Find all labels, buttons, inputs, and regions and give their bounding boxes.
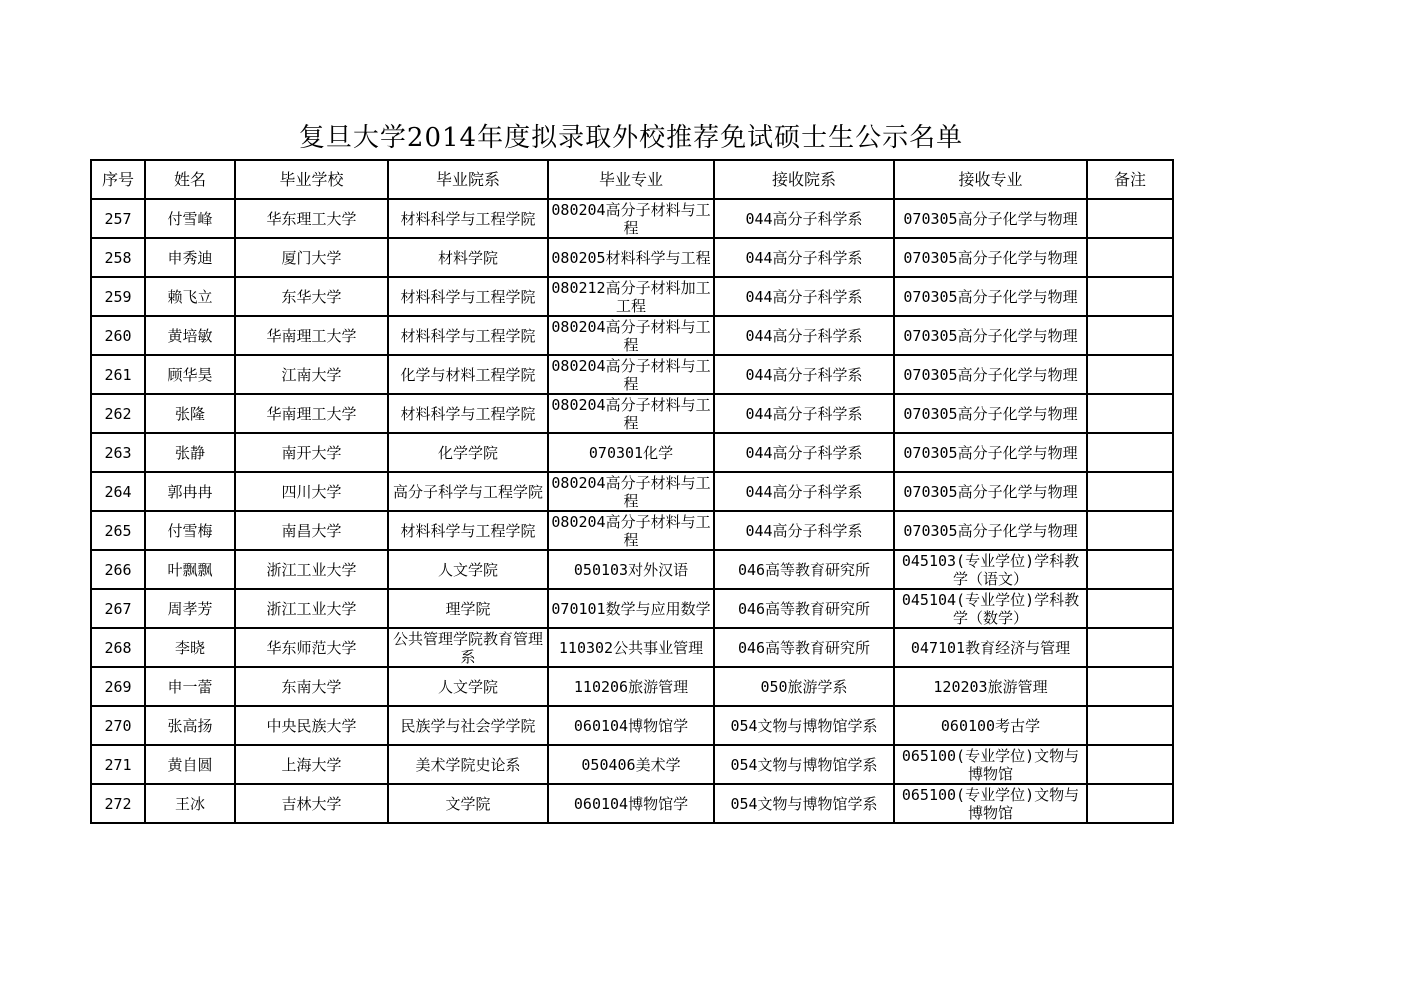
cell-admit-department: 054文物与博物馆学系 [714, 745, 894, 784]
cell-grad-major: 060104博物馆学 [548, 784, 714, 823]
cell-name: 申秀迪 [145, 238, 235, 277]
cell-name: 赖飞立 [145, 277, 235, 316]
cell-admit-major: 070305高分子化学与物理 [894, 433, 1087, 472]
cell-grad-school: 江南大学 [235, 355, 388, 394]
table-row [91, 745, 1173, 784]
cell-admit-department: 044高分子科学系 [714, 238, 894, 277]
table-row [91, 199, 1173, 238]
cell-admit-department: 044高分子科学系 [714, 511, 894, 550]
cell-index: 260 [91, 316, 145, 355]
cell-grad-major: 110206旅游管理 [548, 667, 714, 706]
cell-index: 271 [91, 745, 145, 784]
cell-admit-major: 070305高分子化学与物理 [894, 316, 1087, 355]
cell-grad-school: 华南理工大学 [235, 394, 388, 433]
cell-grad-school: 东南大学 [235, 667, 388, 706]
cell-index: 269 [91, 667, 145, 706]
header-admit-department: 接收院系 [714, 160, 894, 199]
cell-index: 259 [91, 277, 145, 316]
cell-grad-department: 美术学院史论系 [388, 745, 548, 784]
cell-grad-school: 南昌大学 [235, 511, 388, 550]
cell-grad-department: 公共管理学院教育管理系 [388, 628, 548, 667]
cell-remarks [1087, 199, 1173, 238]
cell-grad-department: 化学与材料工程学院 [388, 355, 548, 394]
cell-admit-department: 044高分子科学系 [714, 199, 894, 238]
table-row [91, 355, 1173, 394]
cell-grad-school: 四川大学 [235, 472, 388, 511]
cell-admit-major: 120203旅游管理 [894, 667, 1087, 706]
cell-remarks [1087, 394, 1173, 433]
cell-admit-major: 070305高分子化学与物理 [894, 472, 1087, 511]
cell-name: 王冰 [145, 784, 235, 823]
cell-admit-department: 044高分子科学系 [714, 394, 894, 433]
cell-name: 叶飘飘 [145, 550, 235, 589]
cell-grad-major: 080204高分子材料与工程 [548, 316, 714, 355]
cell-grad-department: 化学学院 [388, 433, 548, 472]
cell-remarks [1087, 238, 1173, 277]
cell-name: 李晓 [145, 628, 235, 667]
cell-remarks [1087, 745, 1173, 784]
cell-grad-major: 080204高分子材料与工程 [548, 355, 714, 394]
table-row [91, 628, 1173, 667]
cell-admit-department: 054文物与博物馆学系 [714, 706, 894, 745]
cell-name: 张隆 [145, 394, 235, 433]
header-name: 姓名 [145, 160, 235, 199]
cell-name: 周孝芳 [145, 589, 235, 628]
table-row [91, 589, 1173, 628]
cell-grad-major: 080204高分子材料与工程 [548, 394, 714, 433]
cell-remarks [1087, 355, 1173, 394]
cell-admit-department: 044高分子科学系 [714, 277, 894, 316]
cell-admit-major: 070305高分子化学与物理 [894, 277, 1087, 316]
table-row [91, 433, 1173, 472]
cell-name: 付雪峰 [145, 199, 235, 238]
cell-index: 267 [91, 589, 145, 628]
cell-index: 257 [91, 199, 145, 238]
header-remarks: 备注 [1087, 160, 1173, 199]
cell-grad-department: 材料科学与工程学院 [388, 394, 548, 433]
cell-name: 付雪梅 [145, 511, 235, 550]
cell-grad-department: 材料科学与工程学院 [388, 316, 548, 355]
cell-index: 264 [91, 472, 145, 511]
cell-remarks [1087, 628, 1173, 667]
cell-index: 258 [91, 238, 145, 277]
table-row [91, 706, 1173, 745]
header-index: 序号 [91, 160, 145, 199]
table-body [91, 199, 1173, 823]
cell-admit-major: 065100(专业学位)文物与博物馆 [894, 784, 1087, 823]
cell-grad-school: 浙江工业大学 [235, 589, 388, 628]
cell-grad-major: 050406美术学 [548, 745, 714, 784]
cell-admit-major: 045104(专业学位)学科教学（数学） [894, 589, 1087, 628]
cell-remarks [1087, 433, 1173, 472]
cell-admit-major: 070305高分子化学与物理 [894, 511, 1087, 550]
cell-index: 272 [91, 784, 145, 823]
table-row [91, 394, 1173, 433]
cell-remarks [1087, 277, 1173, 316]
table-header-row [91, 160, 1173, 199]
cell-grad-department: 材料科学与工程学院 [388, 277, 548, 316]
cell-admit-department: 044高分子科学系 [714, 472, 894, 511]
cell-admit-major: 065100(专业学位)文物与博物馆 [894, 745, 1087, 784]
cell-grad-school: 华南理工大学 [235, 316, 388, 355]
table-row [91, 316, 1173, 355]
cell-index: 265 [91, 511, 145, 550]
cell-name: 黄培敏 [145, 316, 235, 355]
cell-grad-department: 材料科学与工程学院 [388, 199, 548, 238]
cell-grad-major: 070301化学 [548, 433, 714, 472]
cell-grad-major: 080204高分子材料与工程 [548, 199, 714, 238]
cell-grad-department: 理学院 [388, 589, 548, 628]
cell-grad-school: 上海大学 [235, 745, 388, 784]
header-admit-major: 接收专业 [894, 160, 1087, 199]
cell-grad-department: 人文学院 [388, 550, 548, 589]
cell-remarks [1087, 667, 1173, 706]
cell-index: 261 [91, 355, 145, 394]
cell-grad-major: 050103对外汉语 [548, 550, 714, 589]
cell-grad-major: 080205材料科学与工程 [548, 238, 714, 277]
cell-admit-department: 044高分子科学系 [714, 355, 894, 394]
cell-remarks [1087, 472, 1173, 511]
cell-admit-department: 050旅游学系 [714, 667, 894, 706]
header-grad-school: 毕业学校 [235, 160, 388, 199]
cell-grad-school: 华东理工大学 [235, 199, 388, 238]
cell-admit-major: 060100考古学 [894, 706, 1087, 745]
cell-grad-major: 060104博物馆学 [548, 706, 714, 745]
cell-grad-school: 华东师范大学 [235, 628, 388, 667]
cell-grad-school: 南开大学 [235, 433, 388, 472]
cell-grad-department: 材料科学与工程学院 [388, 511, 548, 550]
cell-remarks [1087, 316, 1173, 355]
cell-admit-department: 046高等教育研究所 [714, 589, 894, 628]
table-row [91, 667, 1173, 706]
cell-grad-school: 厦门大学 [235, 238, 388, 277]
cell-grad-department: 高分子科学与工程学院 [388, 472, 548, 511]
cell-admit-major: 045103(专业学位)学科教学（语文） [894, 550, 1087, 589]
cell-admit-department: 044高分子科学系 [714, 433, 894, 472]
cell-index: 262 [91, 394, 145, 433]
table-row [91, 550, 1173, 589]
cell-grad-department: 人文学院 [388, 667, 548, 706]
cell-name: 顾华昊 [145, 355, 235, 394]
header-grad-department: 毕业院系 [388, 160, 548, 199]
table-row [91, 511, 1173, 550]
cell-grad-school: 东华大学 [235, 277, 388, 316]
cell-index: 266 [91, 550, 145, 589]
cell-index: 268 [91, 628, 145, 667]
cell-name: 黄自圆 [145, 745, 235, 784]
cell-grad-department: 文学院 [388, 784, 548, 823]
cell-remarks [1087, 784, 1173, 823]
cell-admit-major: 070305高分子化学与物理 [894, 394, 1087, 433]
cell-admit-major: 070305高分子化学与物理 [894, 238, 1087, 277]
cell-name: 申一蕾 [145, 667, 235, 706]
cell-grad-school: 浙江工业大学 [235, 550, 388, 589]
page-title: 复旦大学2014年度拟录取外校推荐免试硕士生公示名单 [298, 123, 964, 153]
table-row [91, 238, 1173, 277]
cell-admit-major: 070305高分子化学与物理 [894, 355, 1087, 394]
cell-grad-major: 080212高分子材料加工工程 [548, 277, 714, 316]
cell-grad-department: 民族学与社会学学院 [388, 706, 548, 745]
cell-index: 263 [91, 433, 145, 472]
cell-grad-major: 080204高分子材料与工程 [548, 511, 714, 550]
cell-name: 张高扬 [145, 706, 235, 745]
cell-remarks [1087, 511, 1173, 550]
cell-grad-school: 吉林大学 [235, 784, 388, 823]
table-row [91, 472, 1173, 511]
cell-grad-major: 070101数学与应用数学 [548, 589, 714, 628]
cell-admit-major: 070305高分子化学与物理 [894, 199, 1087, 238]
cell-name: 郭冉冉 [145, 472, 235, 511]
cell-grad-major: 110302公共事业管理 [548, 628, 714, 667]
cell-grad-department: 材料学院 [388, 238, 548, 277]
cell-admit-department: 054文物与博物馆学系 [714, 784, 894, 823]
cell-admit-department: 046高等教育研究所 [714, 550, 894, 589]
cell-grad-school: 中央民族大学 [235, 706, 388, 745]
cell-index: 270 [91, 706, 145, 745]
table-row [91, 784, 1173, 823]
cell-admit-major: 047101教育经济与管理 [894, 628, 1087, 667]
cell-remarks [1087, 550, 1173, 589]
admission-list-table [90, 159, 1174, 824]
cell-grad-major: 080204高分子材料与工程 [548, 472, 714, 511]
header-grad-major: 毕业专业 [548, 160, 714, 199]
cell-admit-department: 044高分子科学系 [714, 316, 894, 355]
table-row [91, 277, 1173, 316]
cell-name: 张静 [145, 433, 235, 472]
cell-remarks [1087, 706, 1173, 745]
cell-remarks [1087, 589, 1173, 628]
cell-admit-department: 046高等教育研究所 [714, 628, 894, 667]
